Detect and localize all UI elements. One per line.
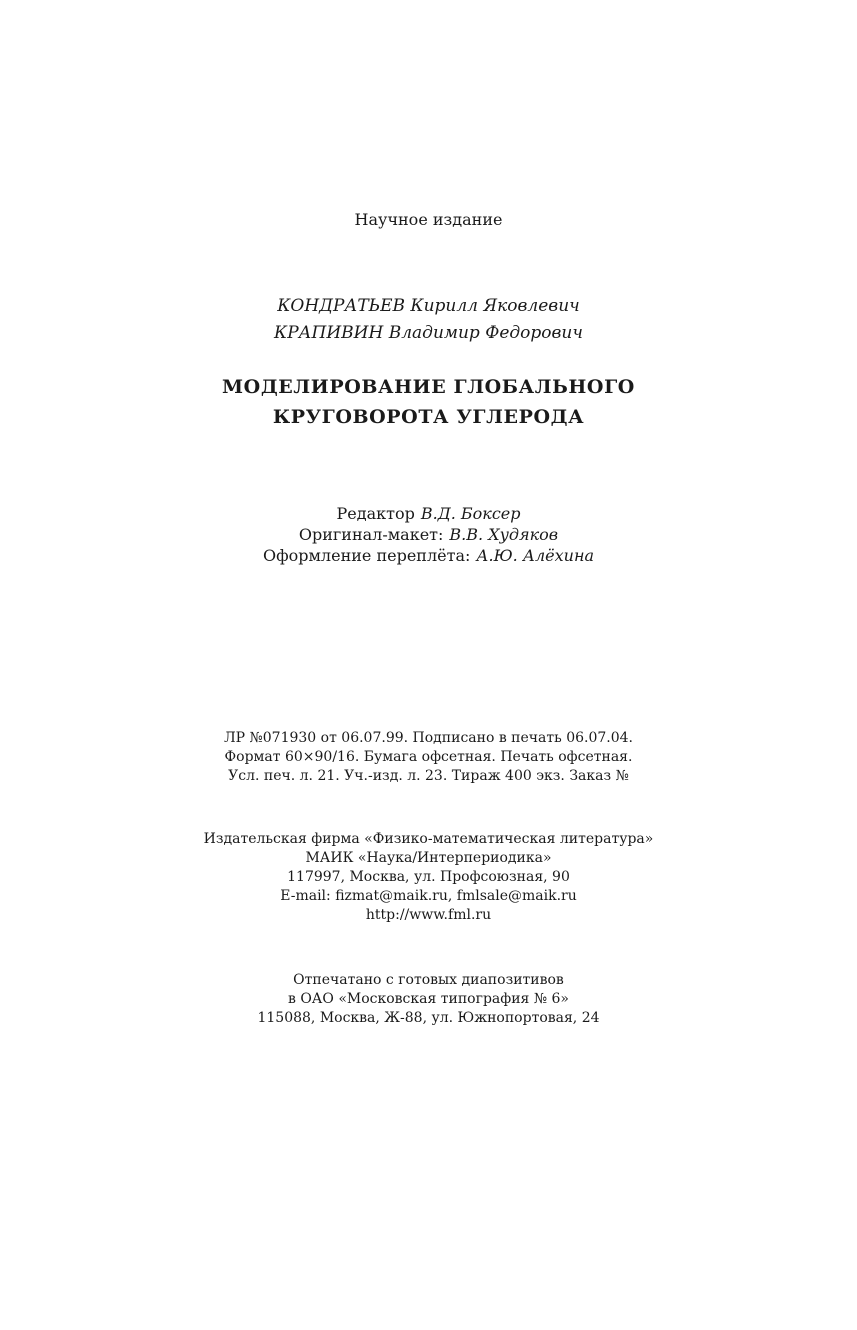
printer-line-2: в ОАО «Московская типография № 6»	[287, 991, 569, 1007]
staff-editor-name: В.Д. Боксер	[420, 504, 521, 523]
book-title-line-2: КРУГОВОРОТА УГЛЕРОДА	[272, 406, 585, 428]
book-title	[0, 372, 857, 432]
printer-line-1: Отпечатано с готовых диапозитивов	[293, 972, 564, 988]
authors	[0, 293, 857, 347]
publisher-info	[0, 830, 857, 925]
publisher-address: 117997, Москва, ул. Профсоюзная, 90	[287, 869, 570, 885]
staff-layout-name: В.В. Худяков	[449, 525, 559, 544]
publisher-line-1: Издательская фирма «Физико-математическая литература»	[203, 831, 654, 847]
printer-address: 115088, Москва, Ж-88, ул. Южнопортовая, 24	[257, 1010, 600, 1026]
publisher-email: E-mail: fizmat@maik.ru, fmlsale@maik.ru	[280, 888, 577, 904]
imprint-line-3: Усл. печ. л. 21. Уч.-изд. л. 23. Тираж 400 экз. Заказ №	[228, 768, 629, 784]
staff-cover-name: А.Ю. Алёхина	[476, 546, 595, 565]
staff-layout	[0, 524, 857, 545]
publisher-line-2: МАИК «Наука/Интерпериодика»	[305, 850, 552, 866]
author-2: КРАПИВИН Владимир Федорович	[274, 323, 583, 343]
imprint-line-1: ЛР №071930 от 06.07.99. Подписано в печать 06.07.04.	[223, 730, 634, 746]
imprint-line-2: Формат 60×90/16. Бумага офсетная. Печать офсетная.	[224, 749, 633, 765]
publisher-website: http://www.fml.ru	[365, 907, 492, 923]
staff-editor-role: Редактор	[336, 504, 415, 523]
author-1: КОНДРАТЬЕВ Кирилл Яковлевич	[277, 296, 580, 316]
book-title-line-1: МОДЕЛИРОВАНИЕ ГЛОБАЛЬНОГО	[222, 376, 635, 398]
printer-info	[0, 971, 857, 1028]
edition-type	[0, 209, 857, 231]
imprint-details	[0, 729, 857, 786]
staff-layout-role: Оригинал-макет:	[298, 525, 444, 544]
staff-cover-role: Оформление переплёта:	[262, 546, 471, 565]
edition-type-text: Научное издание	[354, 210, 503, 229]
staff-cover	[0, 545, 857, 566]
staff-editor	[0, 503, 857, 524]
staff-credits	[0, 503, 857, 566]
